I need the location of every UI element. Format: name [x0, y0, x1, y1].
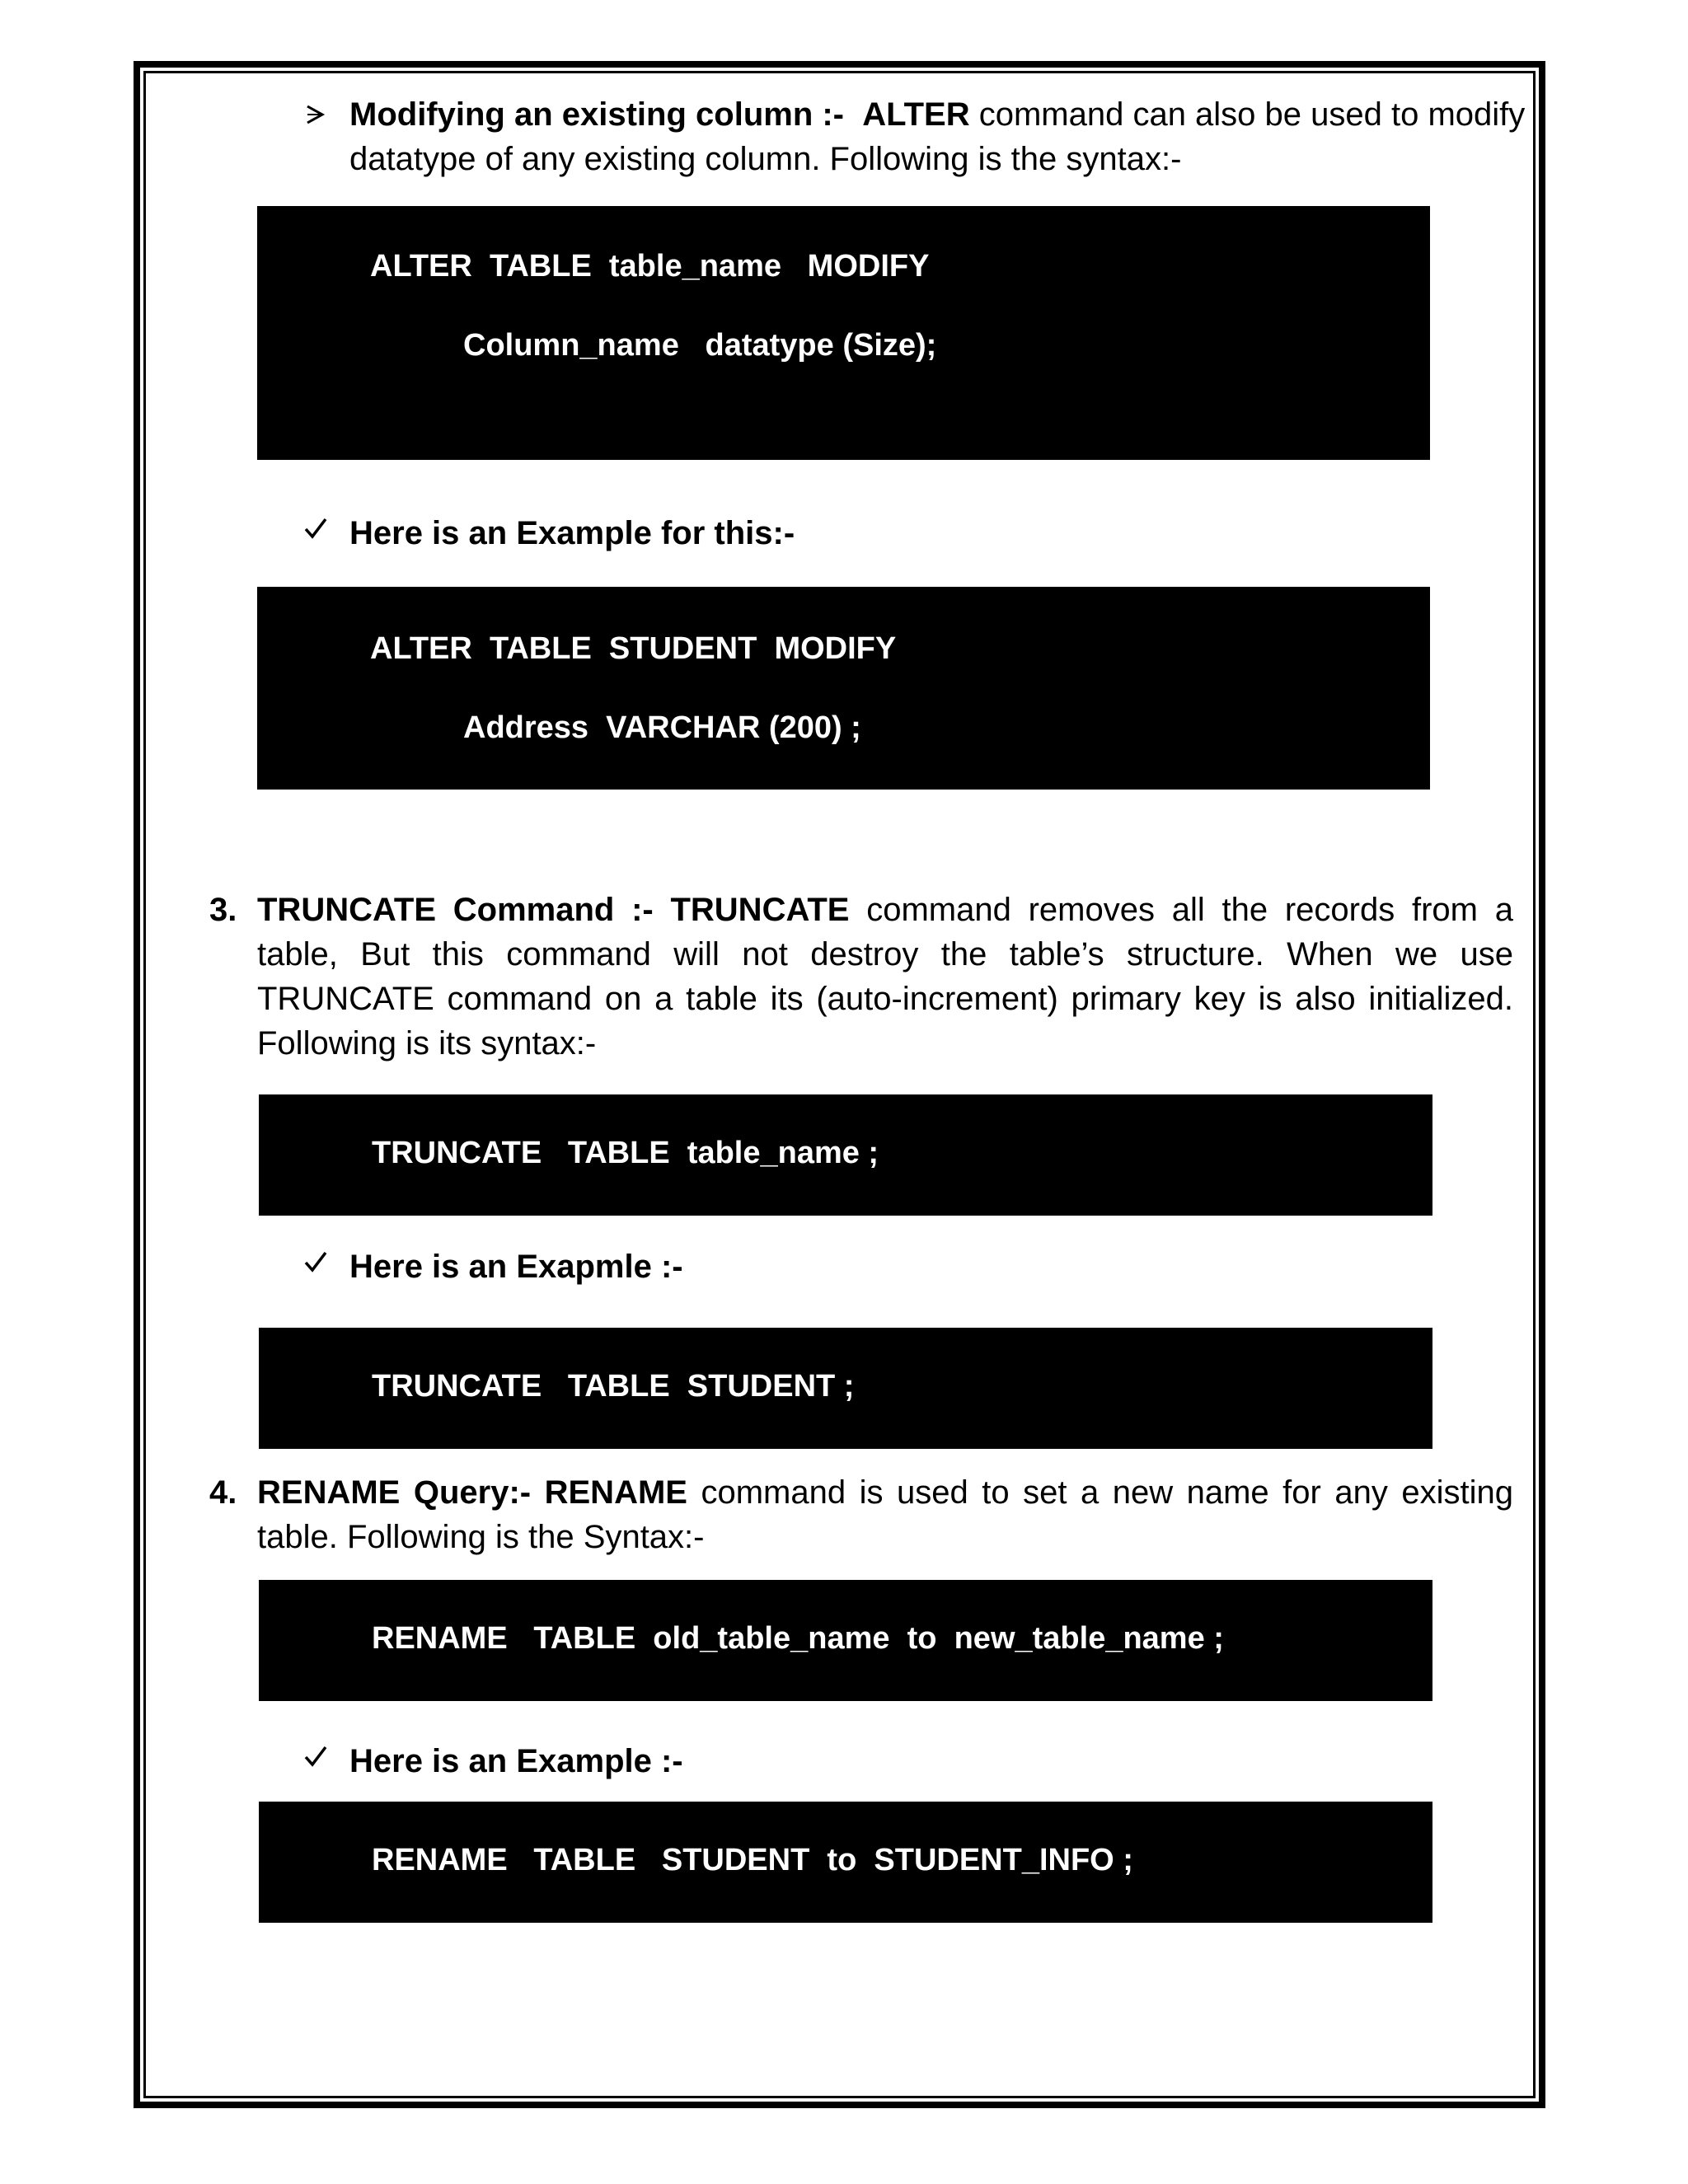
rename-number: 4.: [209, 1474, 237, 1511]
arrow-bullet-icon: [305, 104, 326, 125]
modify-example-label: Here is an Example for this:-: [349, 515, 795, 551]
modify-text-line1: command can also be used to modify: [969, 96, 1526, 133]
modify-keyword: ALTER: [862, 96, 970, 133]
truncate-number: 3.: [209, 892, 237, 928]
modify-paragraph: [349, 92, 1526, 181]
checkmark-icon: [303, 1249, 328, 1274]
modify-heading: Modifying an existing column :-: [349, 96, 844, 133]
rename-syntax-block: [259, 1580, 1432, 1701]
rename-example: RENAME TABLE STUDENT to STUDENT_INFO ;: [372, 1843, 1133, 1877]
modify-example-block: [257, 587, 1430, 790]
rename-example-label: Here is an Example :-: [349, 1743, 683, 1779]
modify-example-line2: Address VARCHAR (200) ;: [463, 710, 861, 745]
rename-example-block: [259, 1802, 1432, 1923]
modify-text-line2: datatype of any existing column. Following is the syntax:-: [349, 141, 1182, 177]
modify-syntax-line1: ALTER TABLE table_name MODIFY: [370, 249, 930, 284]
modify-example-line1: ALTER TABLE STUDENT MODIFY: [370, 631, 897, 666]
modify-syntax-block: [257, 206, 1430, 460]
truncate-example: TRUNCATE TABLE STUDENT ;: [372, 1369, 855, 1404]
truncate-syntax: TRUNCATE TABLE table_name ;: [372, 1136, 879, 1170]
truncate-example-label: Here is an Exapmle :-: [349, 1249, 683, 1285]
modify-syntax-line2: Column_name datatype (Size);: [463, 328, 937, 363]
rename-heading: RENAME Query:-: [257, 1474, 532, 1511]
rename-syntax: RENAME TABLE old_table_name to new_table_name ;: [372, 1621, 1224, 1656]
rename-text: command is used to set a new name for any existing table. Following is the Syntax:-: [257, 1474, 1513, 1555]
checkmark-icon: [303, 516, 328, 541]
rename-keyword: RENAME: [544, 1474, 687, 1511]
rename-paragraph: [257, 1470, 1513, 1559]
truncate-example-block: [259, 1328, 1432, 1449]
truncate-syntax-block: [259, 1094, 1432, 1216]
truncate-heading: TRUNCATE Command :-: [257, 892, 654, 928]
truncate-paragraph: [257, 888, 1513, 1066]
checkmark-icon: [303, 1744, 328, 1769]
truncate-text: command removes all the records from a table, But this command will not destroy the table’s structure. When we use TRUNCATE command on a table its (auto-increment) primary key is also initialized. Following is its syntax:-: [257, 892, 1513, 1062]
truncate-keyword: TRUNCATE: [670, 892, 850, 928]
